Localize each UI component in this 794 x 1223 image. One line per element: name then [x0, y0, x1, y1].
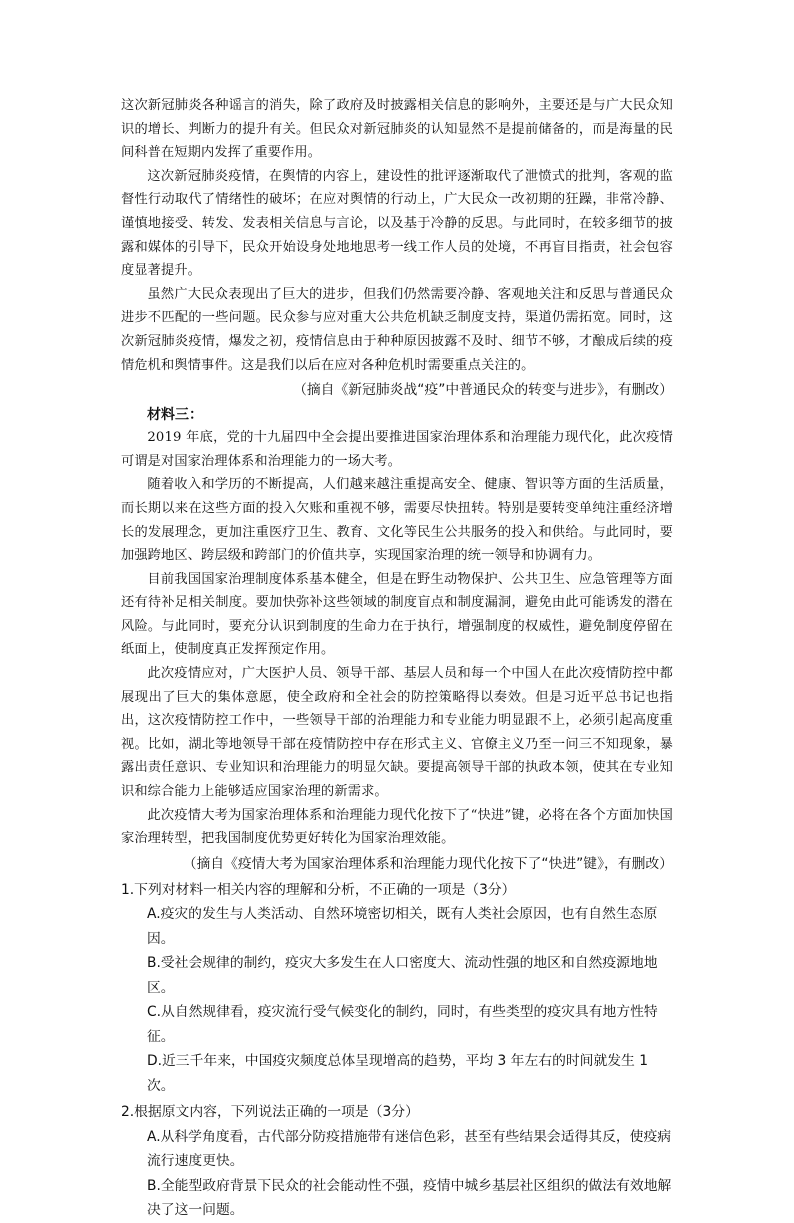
m2-source-citation: （摘自《新冠肺炎战“疫”中普通民众的转变与进步》，有删改） — [293, 382, 673, 399]
questions — [121, 878, 673, 1223]
question-1-stem: 1.下列对材料一相关内容的理解和分析，不正确的一项是（3分） — [121, 881, 516, 898]
question-1-option-d: D.近三千年来，中国疫灾频度总体呈现增高的趋势，平均 3 年左右的时间就发生 1次。 — [147, 1053, 649, 1094]
question-1-option-b: B.受社会规律的制约，疫灾大多发生在人口密度大、流动性强的地区和自然疫源地地区。 — [147, 955, 658, 996]
material-two-continued — [121, 94, 673, 402]
question-2-option-b: B.全能型政府背景下民众的社会能动性不强，疫情中城乡基层社区组织的做法有效地解决了这一问题。 — [147, 1177, 672, 1219]
m2-paragraph-2: 这次新冠肺炎疫情，在舆情的内容上，建设性的批评逐渐取代了泄愤式的批判，客观的监督性行动取代了情绪性的破坏；在应对舆情的行动上，广大民众一改初期的狂躁，非常冷静、谨慎地接受、转发、发表相关信息与言论，以及基于冷静的反思。与此同时，在较多细节的披露和媒体的引导下，民众开始设身处地地思考一线工作人员的处境，不再盲目指责，社会包容度显著提升。 — [121, 168, 673, 279]
m3-source-citation: （摘自《疫情大考为国家治理体系和治理能力现代化按下了“快进”键》，有删改） — [182, 855, 673, 872]
question-1-option-c: C.从自然规律看，疫灾流行受气候变化的制约，同时，有些类型的疫灾具有地方性特征。 — [147, 1004, 658, 1045]
question-1-option-a: A.疫灾的发生与人类活动、自然环境密切相关，既有人类社会原因，也有自然生态原因。 — [147, 906, 658, 947]
question-1 — [121, 878, 673, 1099]
question-2 — [121, 1100, 673, 1223]
question-2-option-a: A.从科学角度看，古代部分防疫措施带有迷信色彩，甚至有些结果会适得其反，使疫病流行速度更快。 — [147, 1128, 672, 1170]
question-2-stem: 2.根据原文内容，下列说法正确的一项是（3分） — [121, 1104, 419, 1121]
m3-paragraph-1: 2019 年底，党的十九届四中全会提出要推进国家治理体系和治理能力现代化，此次疫情可谓是对国家治理体系和治理能力的一场大考。 — [121, 430, 673, 469]
m3-paragraph-4: 此次疫情应对，广大医护人员、领导干部、基层人员和每一个中国人在此次疫情防控中都展现出了巨大的集体意愿，使全政府和全社会的防控策略得以奏效。但是习近平总书记也指出，这次疫情防控工作中，一些领导干部的治理能力和专业能力明显跟不上，必须引起高度重视。比如，湖北等地领导干部在疫情防控中存在形式主义、官僚主义乃至一问三不知现象，暴露出责任意识、专业知识和治理能力的明显欠缺。要提高领导干部的执政本领，使其在专业知识和综合能力上能够适应国家治理的新需求。 — [121, 666, 673, 800]
m3-paragraph-2: 随着收入和学历的不断提高，人们越来越注重提高安全、健康、智识等方面的生活质量，而长期以来在这些方面的投入欠账和重视不够，需要尽快扭转。特别是要转变单纯注重经济增长的发展理念，更加注重医疗卫生、教育、文化等民生公共服务的投入和供给。与此同时，要加强跨地区、跨层级和跨部门的价值共享，实现国家治理的统一领导和协调有力。 — [121, 477, 673, 564]
m3-heading: 材料三： — [147, 407, 203, 424]
m3-paragraph-3: 目前我国国家治理制度体系基本健全，但是在野生动物保护、公共卫生、应急管理等方面还有待补足相关制度。要加快弥补这些领域的制度盲点和制度漏洞，避免由此可能诱发的潜在风险。与此同时，要充分认识到制度的生命力在于执行，增强制度的权威性，避免制度停留在纸面上，使制度真正发挥预定作用。 — [121, 571, 673, 658]
m3-paragraph-5: 此次疫情大考为国家治理体系和治理能力现代化按下了“快进”键，必将在各个方面加快国家治理转型，把我国制度优势更好转化为国家治理效能。 — [121, 807, 673, 847]
m2-paragraph-1: 这次新冠肺炎各种谣言的消失，除了政府及时披露相关信息的影响外，主要还是与广大民众知识的增长、判断力的提升有关。但民众对新冠肺炎的认知显然不是提前储备的，而是海量的民间科普在短期内发挥了重要作用。 — [121, 98, 673, 161]
m2-paragraph-3: 虽然广大民众表现出了巨大的进步，但我们仍然需要冷静、客观地关注和反思与普通民众进步不匹配的一些问题。民众参与应对重大公共危机缺乏制度支持，渠道仍需拓宽。同时，这次新冠肺炎疫情，爆发之初，疫情信息由于种种原因披露不及时、细节不够，才酿成后续的疫情危机和舆情事件。这是我们以后在应对各种危机时需要重点关注的。 — [121, 286, 673, 373]
material-three — [121, 404, 673, 876]
